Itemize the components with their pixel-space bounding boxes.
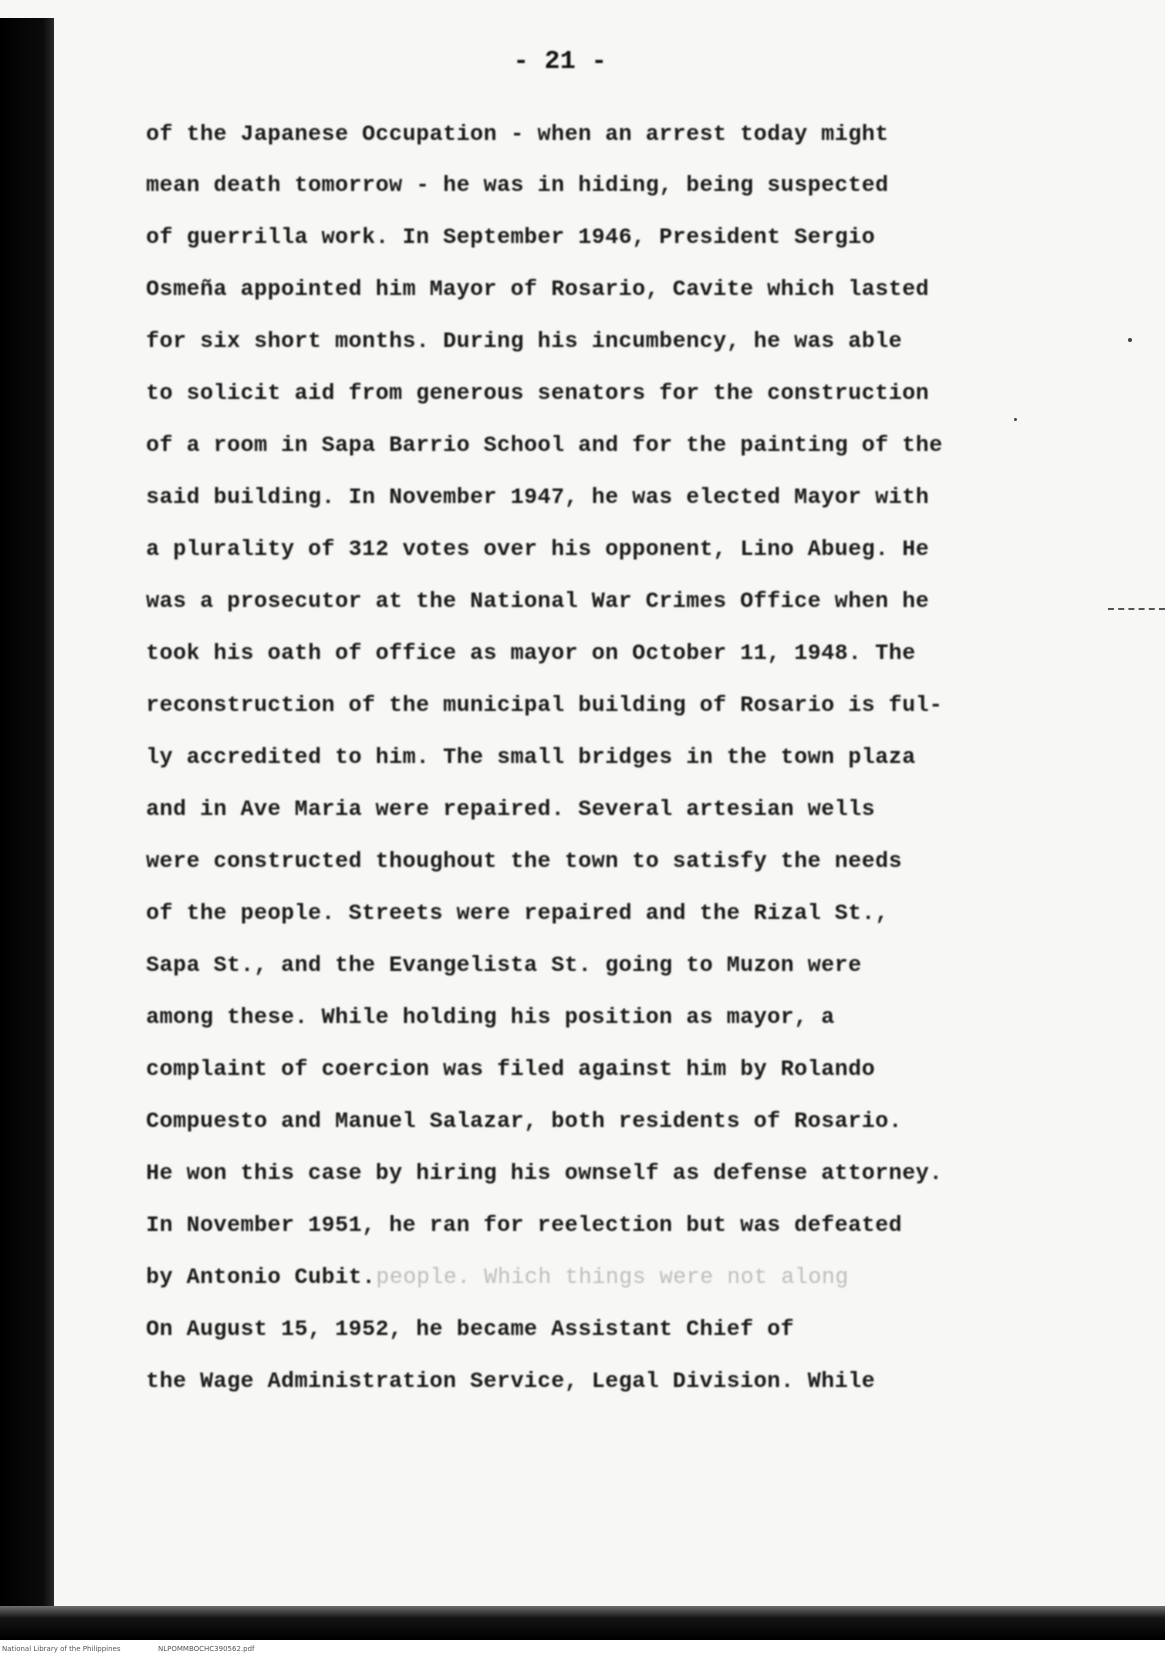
footer-library-name: National Library of the Philippines xyxy=(2,1645,121,1653)
text-line-6: to solicit aid from generous senators for the construction xyxy=(146,381,930,406)
text-line-5: for six short months. During his incumbency, he was able xyxy=(146,329,903,354)
text-line-22: In November 1951, he ran for reelection but was defeated xyxy=(146,1213,903,1238)
scan-speck xyxy=(1014,418,1017,421)
text-line-8: said building. In November 1947, he was elected Mayor with xyxy=(146,485,930,510)
text-line-3: of guerrilla work. In September 1946, President Sergio xyxy=(146,225,876,250)
text-line-2: mean death tomorrow - he was in hiding, being suspected xyxy=(146,173,889,198)
text-line-7: of a room in Sapa Barrio School and for the painting of the xyxy=(146,433,943,458)
text-line-12: reconstruction of the municipal building of Rosario is ful- xyxy=(146,693,943,718)
text-line-24: On August 15, 1952, he became Assistant Chief of xyxy=(146,1317,795,1342)
text-line-10: was a prosecutor at the National War Crimes Office when he xyxy=(146,589,930,614)
scan-left-edge-shadow xyxy=(0,18,54,1636)
scan-bottom-edge-shadow xyxy=(0,1606,1165,1640)
text-line-11: took his oath of office as mayor on October 11, 1948. The xyxy=(146,641,916,666)
text-line-1: of the Japanese Occupation - when an arrest today might xyxy=(146,122,889,147)
margin-dash-marks xyxy=(1108,608,1165,610)
text-line-23: by Antonio Cubit. xyxy=(146,1265,376,1290)
text-line-4: Osmeña appointed him Mayor of Rosario, Cavite which lasted xyxy=(146,277,930,302)
text-line-14: and in Ave Maria were repaired. Several artesian wells xyxy=(146,797,876,822)
text-line-19: complaint of coercion was filed against him by Rolando xyxy=(146,1057,876,1082)
text-line-13: ly accredited to him. The small bridges in the town plaza xyxy=(146,745,916,770)
text-line-20: Compuesto and Manuel Salazar, both residents of Rosario. xyxy=(146,1109,903,1134)
text-line-9: a plurality of 312 votes over his opponent, Lino Abueg. He xyxy=(146,537,930,562)
text-line-17: Sapa St., and the Evangelista St. going to Muzon were xyxy=(146,953,862,978)
footer-file-id: NLPOMMBOCHC390562.pdf xyxy=(158,1645,255,1653)
page-number: - 21 - xyxy=(513,46,607,76)
text-line-16: of the people. Streets were repaired and the Rizal St., xyxy=(146,901,889,926)
scan-speck xyxy=(1128,338,1132,342)
text-line-18: among these. While holding his position as mayor, a xyxy=(146,1005,835,1030)
text-line-15: were constructed thoughout the town to satisfy the needs xyxy=(146,849,903,874)
bleed-through-text: people. Which things were not along xyxy=(376,1265,849,1290)
text-line-21: He won this case by hiring his ownself as defense attorney. xyxy=(146,1161,943,1186)
text-line-25: the Wage Administration Service, Legal Division. While xyxy=(146,1369,876,1394)
